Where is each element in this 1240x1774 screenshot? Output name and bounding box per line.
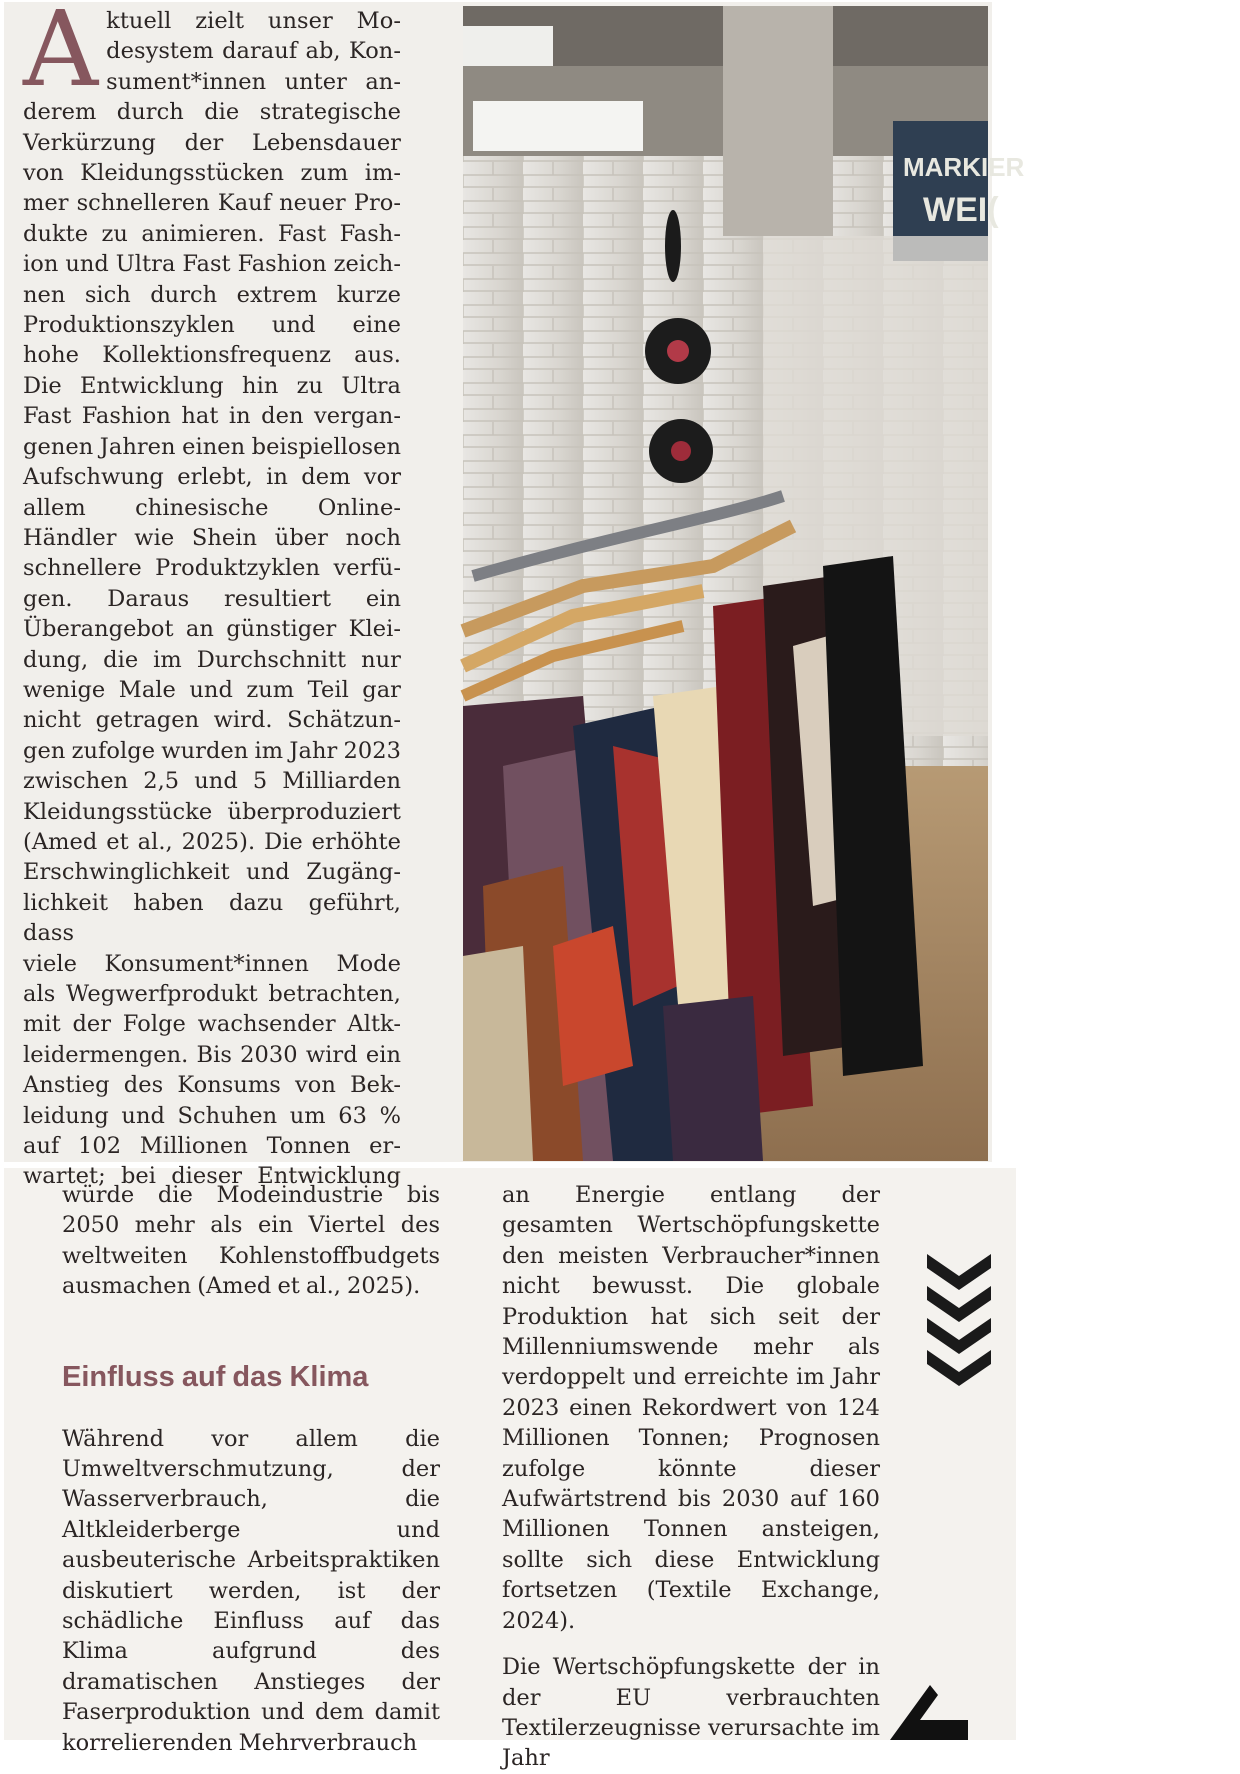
intro-line: genen Jahren einen beispiellosen	[23, 433, 401, 460]
intro-line: allem chinesische Online-	[23, 494, 401, 521]
intro-line: derem durch die strategische	[23, 99, 401, 126]
intro-line: dukte zu animieren. Fast Fash-	[23, 220, 401, 247]
intro-line: Anstieg des Konsums von Bek-	[23, 1072, 401, 1099]
intro-line: mer schnelleren Kauf neuer Pro-	[23, 190, 401, 217]
intro-line: gen. Daraus resultiert ein	[23, 585, 401, 612]
sign-line-2: WEI(	[923, 191, 999, 229]
intro-line: lichkeit haben dazu geführt, dass	[23, 889, 401, 947]
intro-line: nicht getragen wird. Schätzun-	[23, 707, 401, 734]
left-column	[62, 1180, 440, 1758]
intro-line: hohe Kollektionsfrequenz aus.	[23, 342, 401, 369]
intro-line: Die Entwicklung hin zu Ultra	[23, 372, 401, 399]
intro-line: wenige Male und zum Teil gar	[23, 676, 401, 703]
right-column	[502, 1180, 880, 1774]
section-heading: Einfluss auf das Klima	[62, 1360, 369, 1393]
intro-line: zwischen 2,5 und 5 Milliarden	[23, 768, 401, 795]
intro-line: viele Konsument*innen Mode	[23, 950, 401, 977]
intro-text	[23, 0, 401, 1192]
sign-line-1: MARKIER	[903, 152, 1025, 182]
right-paragraph-2: Die Wertschöpfungskette der in der EU verbrauchten Textilerzeugnisse verursachte im Jahr	[502, 1654, 880, 1772]
intro-line: Verkürzung der Lebensdauer	[23, 129, 401, 156]
intro-line: Fast Fashion hat in den vergan-	[23, 403, 401, 430]
intro-line: gen zufolge wurden im Jahr 2023	[23, 737, 401, 764]
intro-line: Erschwinglichkeit und Zugäng-	[23, 859, 401, 886]
intro-line: Überangebot an günstiger Klei-	[23, 616, 401, 643]
intro-line: schnellere Produktzyklen verfü-	[23, 555, 401, 582]
intro-line: Aufschwung erlebt, in dem vor	[23, 464, 401, 491]
right-paragraph-1: an Energie entlang der gesamten Wertschöpfungskette den meisten Verbraucher*innen nicht bewusst. Die globale Produktion hat sich seit der Millenniumswende mehr als verdoppelt und erreichte im Jahr 2023 einen Rekordwert von 124 Millionen Tonnen; Prognosen zufolge könnte dieser Aufwärtstrend bis 2030 auf 160 Millionen Tonnen ansteigen, sollte sich diese Entwicklung fortsetzen (Textile Exchange, 2024).	[502, 1182, 880, 1634]
intro-line: ktuell zielt unser Mo-	[106, 8, 401, 34]
intro-line: leidung und Schuhen um 63 %	[23, 1102, 401, 1129]
intro-line: auf 102 Millionen Tonnen er-	[23, 1133, 401, 1160]
intro-line: leidermengen. Bis 2030 wird ein	[23, 1041, 401, 1068]
corner-arrow-icon	[880, 1680, 970, 1740]
left-continuation: würde die Modeindustrie bis 2050 mehr als ein Viertel des weltweiten Kohlenstoffbudgets ausmachen (Amed et al., 2025).	[62, 1182, 440, 1300]
intro-line: ion und Ultra Fast Fashion zeich-	[23, 251, 401, 278]
clothing-rack-photo	[463, 6, 1025, 1161]
intro-line: wartet; bei dieser Entwicklung	[23, 1163, 401, 1190]
paragraph-gap	[502, 1636, 880, 1652]
left-paragraph: Während vor allem die Umweltverschmutzung, der Wasserverbrauch, die Altkleiderberge und ausbeuterische Arbeitspraktiken diskutiert werden, ist der schädliche Einfluss auf das Klima aufgrund des dramatischen Anstieges der Faserproduktion und dem damit korrelierenden Mehrverbrauch	[62, 1425, 440, 1756]
intro-line: dung, die im Durchschnitt nur	[23, 646, 401, 673]
intro-line: sument*innen unter an-	[106, 68, 401, 95]
intro-line: mit der Folge wachsender Altk-	[23, 1011, 401, 1038]
intro-line: desystem darauf ab, Kon-	[106, 38, 401, 65]
intro-line: Produktionszyklen und eine	[23, 312, 401, 339]
chevron-down-stack-icon	[923, 1250, 995, 1394]
intro-line: Kleidungsstücke überproduziert	[23, 798, 401, 825]
photo-illustration	[463, 6, 1025, 1161]
intro-line: nen sich durch extrem kurze	[23, 281, 401, 308]
intro-line: Händler wie Shein über noch	[23, 524, 401, 551]
dropcap: A	[23, 0, 99, 110]
intro-column	[23, 0, 401, 1192]
intro-line: von Kleidungsstücken zum im-	[23, 160, 401, 187]
intro-line: (Amed et al., 2025). Die erhöhte	[23, 828, 401, 855]
intro-line: als Wegwerfprodukt betrachten,	[23, 981, 401, 1007]
